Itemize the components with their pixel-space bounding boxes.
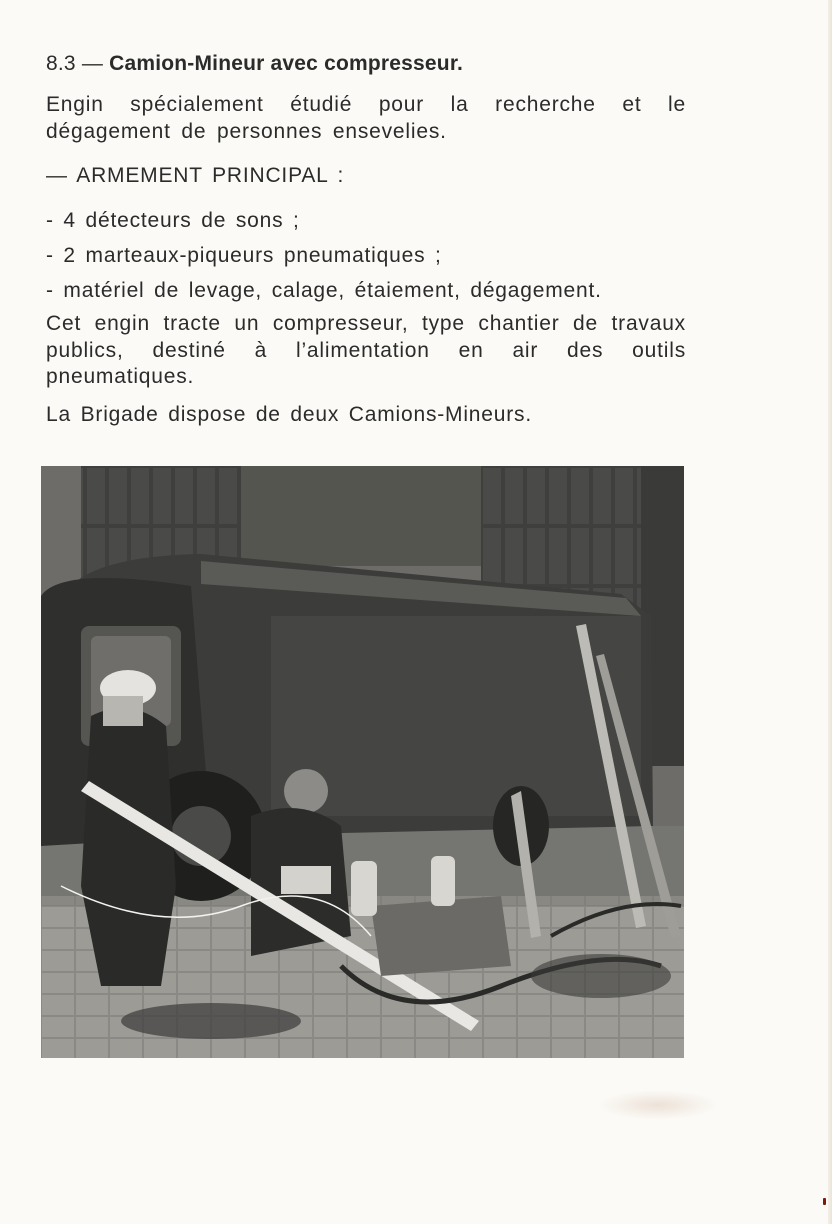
- section-title: Camion-Mineur avec compresseur.: [109, 52, 464, 75]
- section-heading: [46, 50, 463, 78]
- photograph-icon: [41, 466, 684, 1058]
- page-edge: [828, 0, 832, 1224]
- armament-label: — ARMEMENT PRINCIPAL :: [46, 164, 345, 187]
- armament-item-1: - 4 détecteurs de sons ;: [46, 209, 300, 232]
- paper-stain: [598, 1090, 718, 1120]
- compressor-paragraph: Cet engin tracte un compresseur, type chantier de travaux publics, destiné à l’alimentation en air des outils pneumatiques.: [46, 312, 686, 388]
- armament-item-2: - 2 marteaux-piqueurs pneumatiques ;: [46, 244, 442, 267]
- ink-speck: [823, 1198, 826, 1205]
- closing-line: La Brigade dispose de deux Camions-Mineurs.: [46, 403, 532, 426]
- armament-item-3: - matériel de levage, calage, étaiement, dégagement.: [46, 279, 602, 302]
- intro-paragraph: Engin spécialement étudié pour la recherche et le dégagement de personnes ensevelies.: [46, 93, 686, 143]
- section-number: 8.3 —: [46, 52, 104, 75]
